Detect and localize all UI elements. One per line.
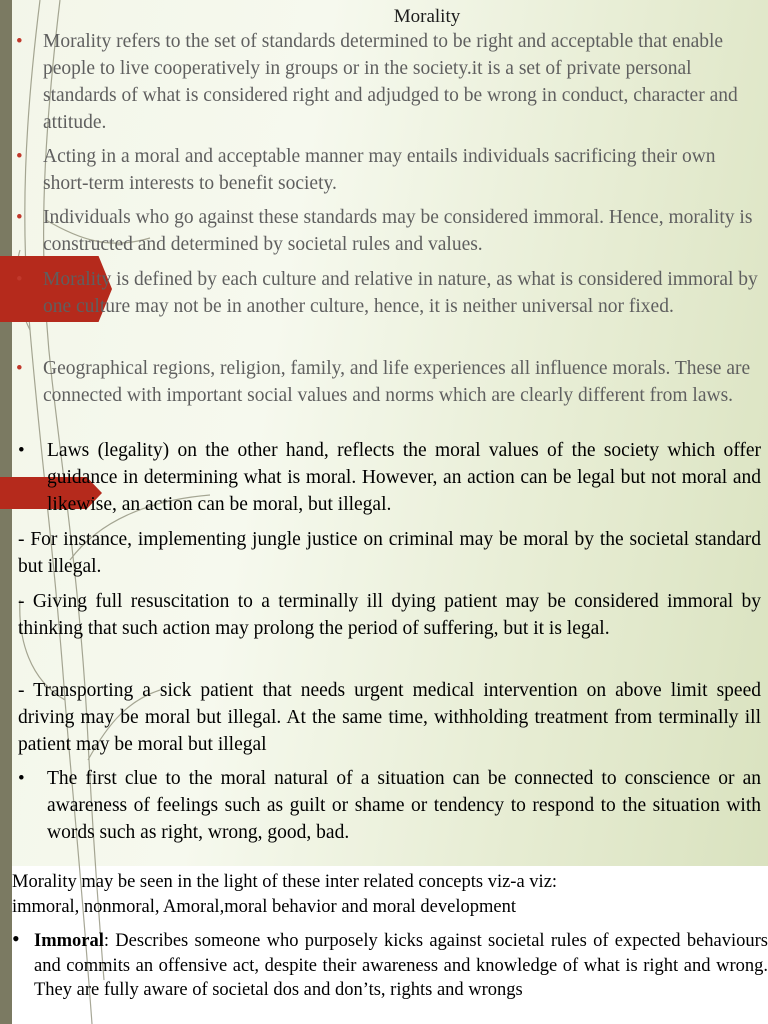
- left-edge-bar: [0, 0, 12, 1024]
- bullet-dot: •: [12, 926, 20, 951]
- immoral-description: : Describes someone who purposely kicks against societal rules of expected behaviours and commits an offensive act, despite their awareness and knowledge of what is right and wrong. They are fully aware of societal dos and don’ts, rights and wrongs: [34, 931, 768, 1000]
- bullet-sacrifice: Acting in a moral and acceptable manner may entails individuals sacrificing their own short-term interests to benefit society.: [43, 146, 716, 194]
- immoral-term: Immoral: [34, 931, 104, 951]
- slide-title: Morality: [393, 6, 461, 27]
- bullet-dot: •: [18, 440, 25, 461]
- concepts-intro-line1: Morality may be seen in the light of these inter related concepts viz-a viz:: [12, 872, 558, 892]
- bullet-dot: •: [18, 768, 25, 789]
- bullet-dot: •: [16, 269, 23, 290]
- bullet-definition: Morality refers to the set of standards determined to be right and acceptable that enable people to live cooperatively in groups or in the society.it is a set of private personal standards of what is considered right and adjudged to be wrong in conduct, character and attitude.: [43, 31, 738, 133]
- bullet-culture: Morality is defined by each culture and relative in nature, as what is considered immoral by one culture may not be in another culture, hence, it is neither universal nor fixed.: [43, 269, 758, 317]
- bullet-laws: Laws (legality) on the other hand, reflects the moral values of the society which offer guidance in determining what is moral. However, an action can be legal but not moral and likewise, an action can be moral, but illegal.: [47, 440, 761, 515]
- bullet-immoral-standards: Individuals who go against these standards may be considered immoral. Hence, morality is constructed and determined by societal rules and values.: [43, 207, 753, 255]
- bullet-dot: •: [16, 358, 23, 379]
- bullet-dot: •: [16, 31, 23, 52]
- bullet-conscience: The first clue to the moral natural of a situation can be connected to conscience or an awareness of feelings such as guilt or shame or tendency to respond to the situation with words such as right, wrong, good, bad.: [47, 768, 761, 843]
- concepts-intro-line2: immoral, nonmoral, Amoral,moral behavior and moral development: [12, 897, 516, 917]
- bullet-dot: •: [16, 146, 23, 167]
- example-transport: - Transporting a sick patient that needs urgent medical intervention on above limit speed driving may be moral but illegal. At the same time, withholding treatment from terminally ill patient may be moral but illegal: [18, 680, 761, 755]
- bullet-influences: Geographical regions, religion, family, and life experiences all influence morals. These are connected with important social values and norms which are clearly different from laws.: [43, 358, 751, 406]
- example-jungle-justice: - For instance, implementing jungle justice on criminal may be moral by the societal standard but illegal.: [18, 529, 761, 577]
- immoral-definition: [34, 929, 768, 1003]
- example-resuscitation: - Giving full resuscitation to a terminally ill dying patient may be considered immoral by thinking that such action may prolong the period of suffering, but it is legal.: [18, 591, 761, 639]
- bullet-dot: •: [16, 207, 23, 228]
